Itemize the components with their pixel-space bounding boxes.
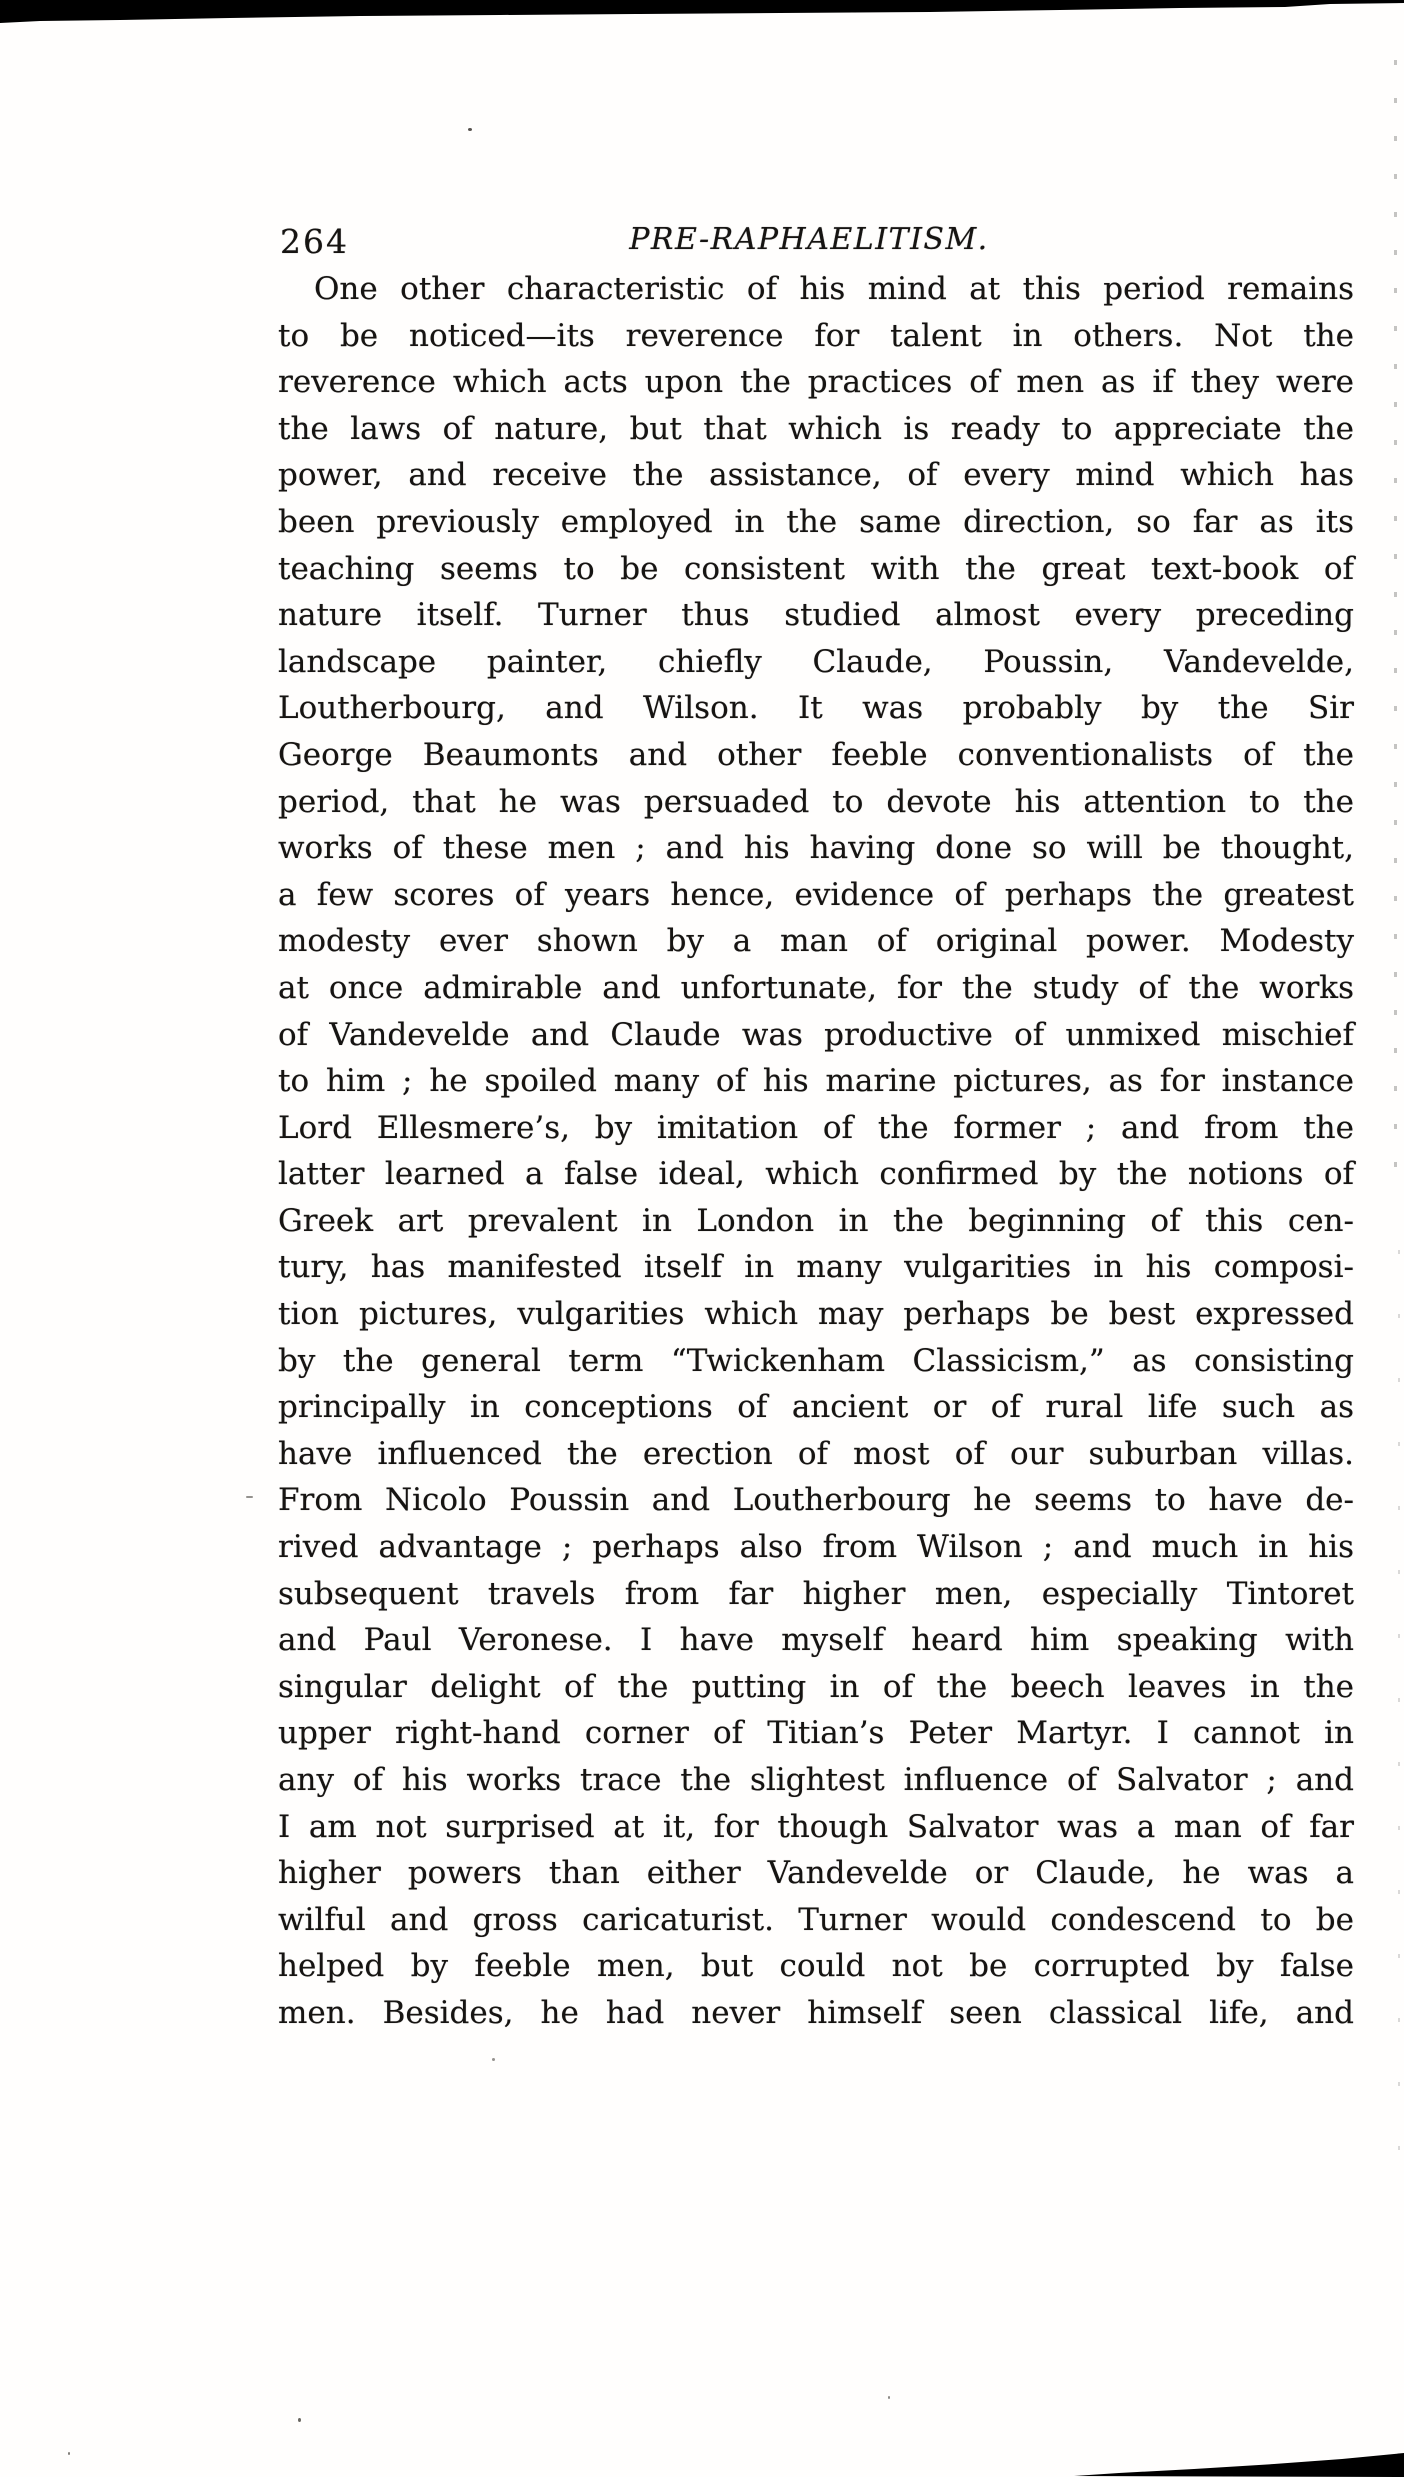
text-line: higher powers than either Vandevelde or Claude, he was a — [278, 1855, 1354, 1892]
text-line: tion pictures, vulgarities which may perhaps be best expressed — [278, 1296, 1354, 1333]
page-number: 264 — [280, 222, 349, 261]
scan-edge-top — [0, 0, 1404, 24]
text-line: the laws of nature, but that which is ready to appreciate the — [278, 410, 1354, 447]
text-line: at once admirable and unfortunate, for the study of the works — [278, 969, 1354, 1006]
text-line: period, that he was persuaded to devote his attention to the — [278, 783, 1354, 820]
ink-speck — [68, 2452, 70, 2455]
text-line: men. Besides, he had never himself seen classical life, and — [278, 1994, 1354, 2031]
text-line: of Vandevelde and Claude was productive of unmixed mischief — [278, 1016, 1354, 1053]
body-text — [278, 266, 1354, 2037]
text-line: a few scores of years hence, evidence of perhaps the greatest — [278, 876, 1354, 913]
text-line: by the general term “Twickenham Classicism,” as consisting — [278, 1342, 1354, 1379]
text-line: to him ; he spoiled many of his marine pictures, as for instance — [278, 1063, 1354, 1100]
text-line: reverence which acts upon the practices of men as if they were — [278, 364, 1354, 401]
text-line: I am not surprised at it, for though Salvator was a man of far — [278, 1808, 1354, 1845]
text-line: One other characteristic of his mind at this period remains — [314, 271, 1354, 307]
running-title: PRE-RAPHAELITISM. — [629, 222, 989, 257]
text-line: principally in conceptions of ancient or of rural life such as — [278, 1389, 1354, 1426]
ink-speck — [298, 2418, 301, 2422]
text-line: Lord Ellesmere’s, by imitation of the former ; and from the — [278, 1109, 1354, 1146]
page-header — [278, 220, 1354, 266]
text-line: to be noticed—its reverence for talent in others. Not the — [278, 317, 1354, 354]
text-line: modesty ever shown by a man of original power. Modesty — [278, 923, 1354, 960]
text-line: nature itself. Turner thus studied almost every preceding — [278, 597, 1354, 634]
text-line: singular delight of the putting in of the beech leaves in the — [278, 1668, 1354, 1705]
text-line: landscape painter, chiefly Claude, Poussin, Vandevelde, — [278, 643, 1354, 680]
text-line: any of his works trace the slightest influence of Salvator ; and — [278, 1762, 1354, 1798]
text-line: rived advantage ; perhaps also from Wilson ; and much in his — [278, 1529, 1354, 1566]
text-line: subsequent travels from far higher men, especially Tintoret — [278, 1575, 1354, 1612]
text-line: helped by feeble men, but could not be corrupted by false — [278, 1948, 1354, 1985]
text-line: have influenced the erection of most of our suburban villas. — [278, 1435, 1354, 1472]
ink-speck — [492, 2058, 495, 2061]
text-line: teaching seems to be consistent with the great text-book of — [278, 550, 1354, 587]
text-line: power, and receive the assistance, of every mind which has — [278, 457, 1354, 494]
ink-speck — [246, 1496, 253, 1498]
text-line: and Paul Veronese. I have myself heard him speaking with — [278, 1622, 1354, 1659]
text-line: tury, has manifested itself in many vulgarities in his composi- — [278, 1249, 1354, 1286]
text-line: From Nicolo Poussin and Loutherbourg he seems to have de- — [278, 1482, 1354, 1519]
text-line: George Beaumonts and other feeble conventionalists of the — [278, 736, 1354, 773]
text-line: latter learned a false ideal, which confirmed by the notions of — [278, 1156, 1354, 1193]
text-line: upper right-hand corner of Titian’s Peter Martyr. I cannot in — [278, 1715, 1354, 1752]
ink-speck — [888, 2396, 890, 2399]
scan-edge-bottom-right — [1074, 2453, 1404, 2477]
scan-noise-right — [1394, 60, 1397, 1180]
ink-speck — [468, 128, 472, 131]
scan-noise-right — [1398, 1250, 1400, 2150]
text-line: been previously employed in the same direction, so far as its — [278, 503, 1354, 540]
text-line: Loutherbourg, and Wilson. It was probably by the Sir — [278, 690, 1354, 727]
text-line: works of these men ; and his having done so will be thought, — [278, 830, 1354, 867]
text-line: Greek art prevalent in London in the beginning of this cen- — [278, 1202, 1354, 1239]
text-line: wilful and gross caricaturist. Turner would condescend to be — [278, 1901, 1354, 1938]
